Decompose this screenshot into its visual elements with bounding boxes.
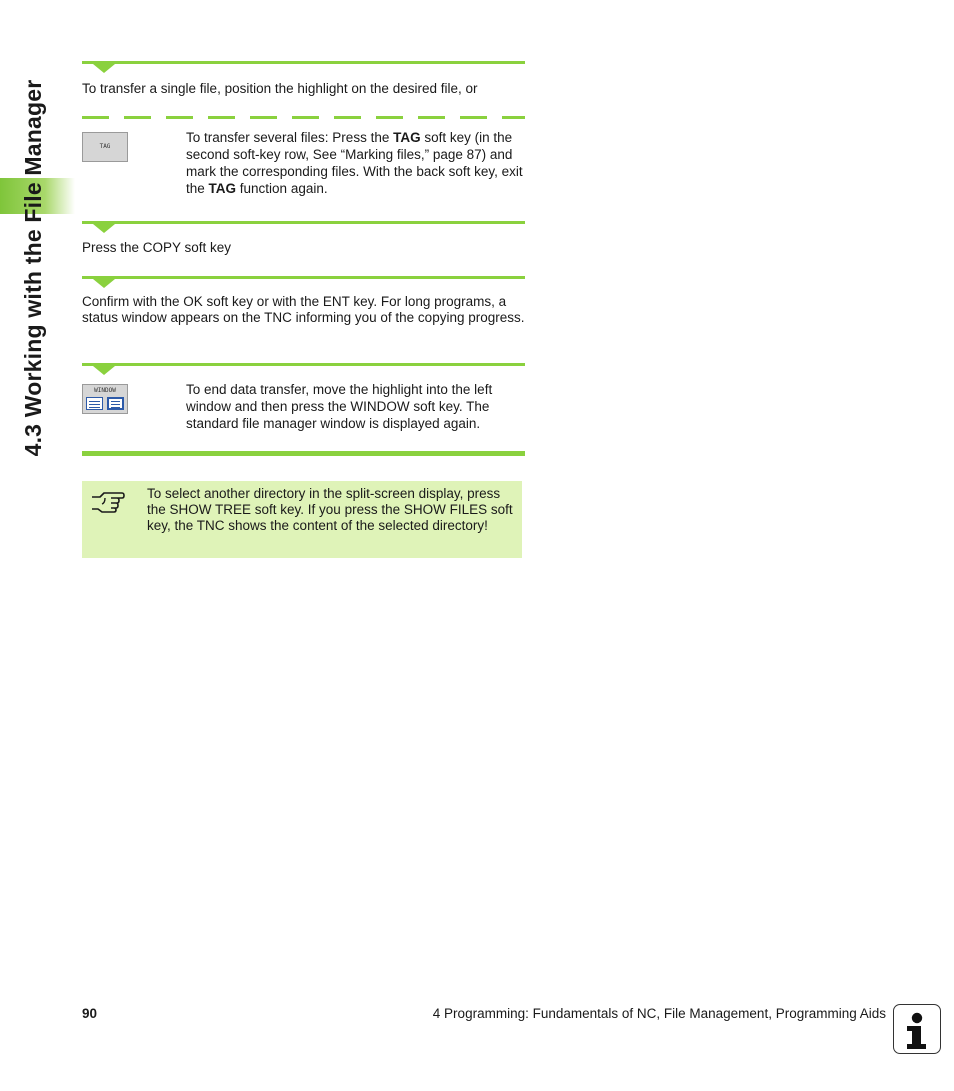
tag-softkey-label: TAG: [99, 143, 111, 150]
step-window-text: To end data transfer, move the highlight into the left window and then press the WINDOW soft key. The standard file manager window is displayed again.: [186, 382, 493, 431]
chapter-title: 4.3 Working with the File Manager: [20, 79, 46, 457]
section-end-bar: [82, 451, 525, 456]
page-number: 90: [82, 1006, 98, 1021]
tag-bold-1: TAG: [393, 130, 421, 145]
dashed-separator: [82, 116, 525, 119]
footer-chapter-text: 4 Programming: Fundamentals of NC, File Management, Programming Aids: [432, 1006, 886, 1021]
tag-softkey: [82, 132, 128, 162]
window-softkey-label: WINDOW: [94, 387, 116, 394]
note-box: [82, 481, 522, 558]
tag-bold-2: TAG: [208, 181, 237, 196]
step-tag-text: To transfer several files: Press the TAG soft key (in the second soft-key row, See “Marking files,” page 87) and mark the corresponding files. With the back soft key, exit the TAG function again.: [186, 130, 523, 196]
step-separator: [82, 61, 525, 64]
step-confirm-text: Confirm with the OK soft key or with the ENT key. For long programs, a status window appears on the TNC informing you of the copying progress.: [82, 294, 525, 325]
list-window-icon: [107, 397, 124, 410]
split-window-icon: [86, 397, 103, 410]
pointing-hand-icon: [90, 489, 126, 515]
step-separator: [82, 276, 525, 279]
step-copy-text: Press the COPY soft key: [82, 240, 232, 255]
info-icon: [893, 1004, 941, 1054]
note-text: To select another directory in the split-screen display, press the SHOW TREE soft key. If you press the SHOW FILES soft key, the TNC shows the content of the selected directory!: [147, 486, 513, 533]
step-single-file-text: To transfer a single file, position the highlight on the desired file, or: [82, 81, 478, 96]
step-separator: [82, 363, 525, 366]
step-separator: [82, 221, 525, 224]
window-softkey: [82, 384, 128, 414]
